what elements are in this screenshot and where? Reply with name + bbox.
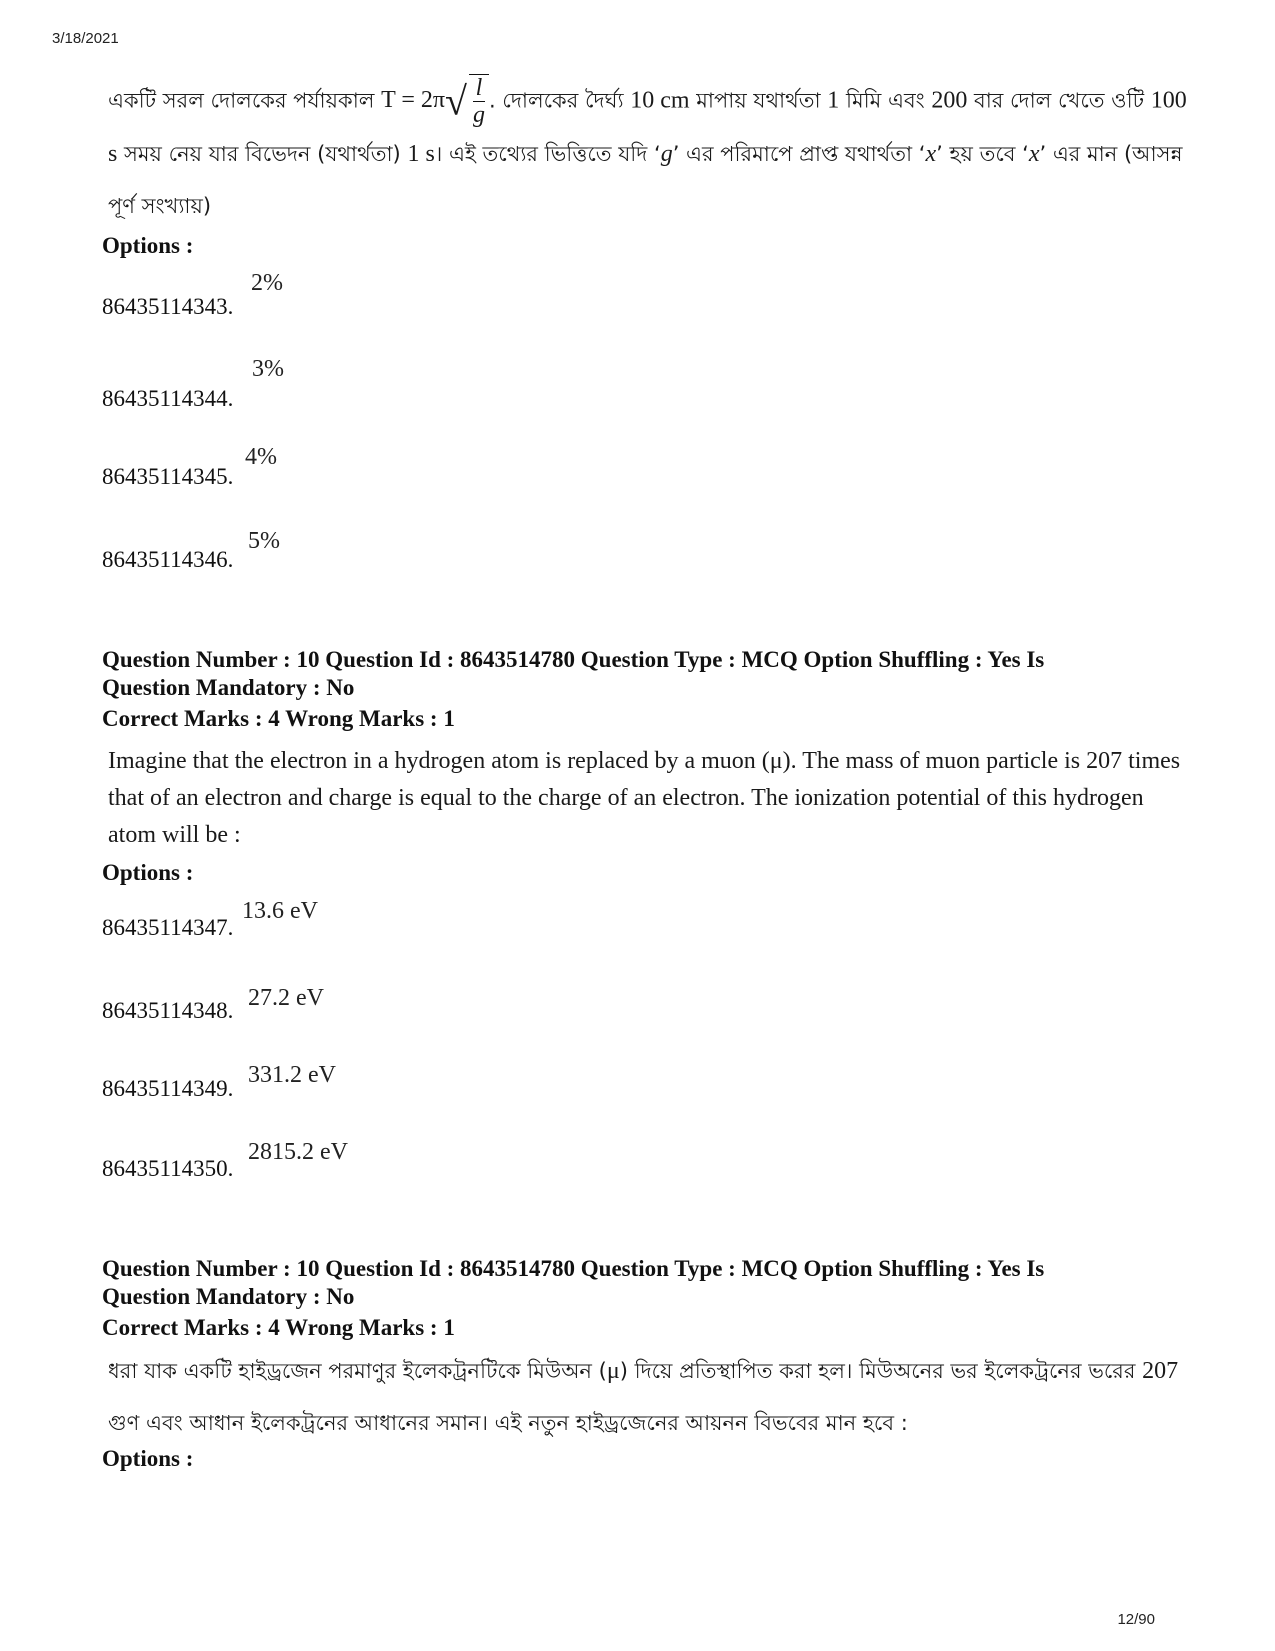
option-id: 86435114347. [102,915,234,940]
print-date: 3/18/2021 [52,30,119,47]
sqrt-sign: √ [445,78,467,124]
option-id: 86435114344. [102,386,234,411]
option-value: 2% [251,270,283,296]
option-value: 4% [245,444,277,470]
question-meta: Question Number : 10 Question Id : 8643514780 Question Type : MCQ Option Shuffling : Yes Is Question Mandatory : No [102,647,1045,700]
option-value: 27.2 eV [248,985,324,1011]
options-label: Options : [102,233,194,258]
option-value: 331.2 eV [248,1062,336,1088]
question-9-text: একটি সরল দোলকের পর্যায়কাল T = 2π√ $\frac{l}{g}$. দোলকের দৈর্ঘ্য 10 cm মাপায় যথার্থতা 1 মিমি এবং 200 বার দোল খেতে ওটি 100 s সময় নেয় যার বিভেদন (যথার্থতা) 1 s। এই তথ্যের ভিত্তিতে যদি ‘g’ এর পরিমাপে প্রাপ্ত যথার্থতা ‘x’ হয় তবে ‘x’ এর মান (আসন্ন পূর্ণ সংখ্যায়) [108,75,1187,219]
option-id: 86435114345. [102,464,234,489]
marks-info: Correct Marks : 4 Wrong Marks : 1 [102,1315,455,1340]
page-number: 12/90 [1117,1611,1155,1628]
option-id: 86435114348. [102,998,234,1023]
option-value: 13.6 eV [242,898,318,924]
option-id: 86435114343. [102,294,234,319]
question-meta: Question Number : 10 Question Id : 8643514780 Question Type : MCQ Option Shuffling : Yes Is Question Mandatory : No [102,1256,1045,1309]
fraction: $\frac{l}{g}$ [469,74,489,128]
option-value: 2815.2 eV [248,1139,348,1165]
question-10-bn-text: ধরা যাক একটি হাইড্রজেন পরমাণুর ইলেকট্রনটিকে মিউঅন (μ) দিয়ে প্রতিস্থাপিত করা হল। মিউঅনের ভর ইলেকট্রনের ভরের 207 গুণ এবং আধান ইলেকট্রনের আধানের সমান। এই নতুন হাইড্রজেনের আয়নন বিভবের মান হবে : [108,1358,1179,1435]
options-label: Options : [102,860,194,885]
option-value: 5% [248,528,280,554]
option-id: 86435114349. [102,1076,234,1101]
question-10-text: Imagine that the electron in a hydrogen atom is replaced by a muon (μ). The mass of muon particle is 207 times that of an electron and charge is equal to the charge of an electron. The ionization potential of this hydrogen atom will be : [108,748,1181,848]
option-id: 86435114346. [102,547,234,572]
option-id: 86435114350. [102,1156,234,1181]
period-formula: T = 2π√ $\frac{l}{g}$ [381,74,489,128]
options-label: Options : [102,1446,194,1471]
option-value: 3% [252,356,284,382]
marks-info: Correct Marks : 4 Wrong Marks : 1 [102,706,455,731]
